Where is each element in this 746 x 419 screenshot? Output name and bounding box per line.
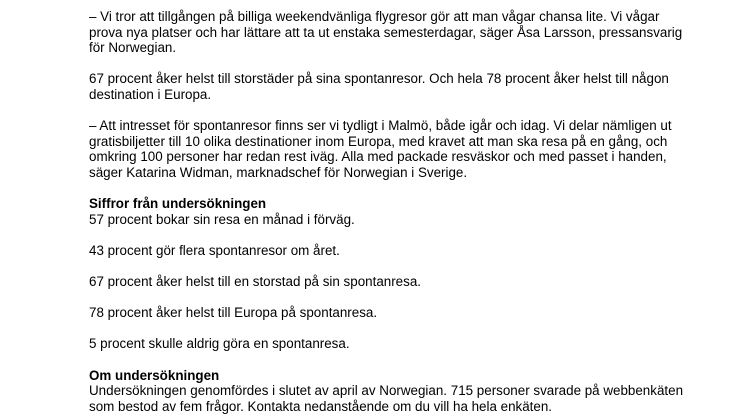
figures-heading: Siffror från undersökningen	[89, 196, 267, 212]
statistics-paragraph: 67 procent åker helst till storstäder på sina spontanresor. Och hela 78 procent åker helst till någon destination i Europa.	[89, 71, 669, 102]
figure-item: 78 procent åker helst till Europa på spontanresa.	[89, 305, 378, 321]
quote-paragraph-widman: – Att intresset för spontanresor finns ser vi tydligt i Malmö, både igår och idag. Vi delar nämligen ut gratisbiljetter till 10 olika destinationer inom Europa, med kravet att man ska resa på en gång, och omkring 100 personer har redan rest iväg. Alla med packade resväskor och med passet i handen, säger Katarina Widman, marknadschef för Norwegian i Sverige.	[89, 118, 672, 180]
about-text: Undersökningen genomfördes i slutet av april av Norwegian. 715 personer svarade på webbenkäten som bestod av fem frågor. Kontakta nedanstående om du vill ha hela enkäten.	[89, 383, 684, 414]
about-section	[89, 368, 689, 415]
quote-paragraph-larsson: – Vi tror att tillgången på billiga weekendvänliga flygresor gör att man vågar chansa lite. Vi vågar prova nya platser och har lättare att ta ut enstaka semesterdagar, säger Åsa Larsson, pressansvarig för Norwegian.	[89, 9, 683, 56]
figure-item: 43 procent gör flera spontanresor om året.	[89, 242, 340, 258]
document-body	[89, 9, 689, 414]
figures-section	[89, 196, 689, 352]
figure-item: 67 procent åker helst till en storstad på sin spontanresa.	[89, 274, 421, 290]
about-heading: Om undersökningen	[89, 367, 220, 383]
figure-item: 57 procent bokar sin resa en månad i förväg.	[89, 211, 355, 227]
figure-item: 5 procent skulle aldrig göra en spontanresa.	[89, 336, 350, 352]
